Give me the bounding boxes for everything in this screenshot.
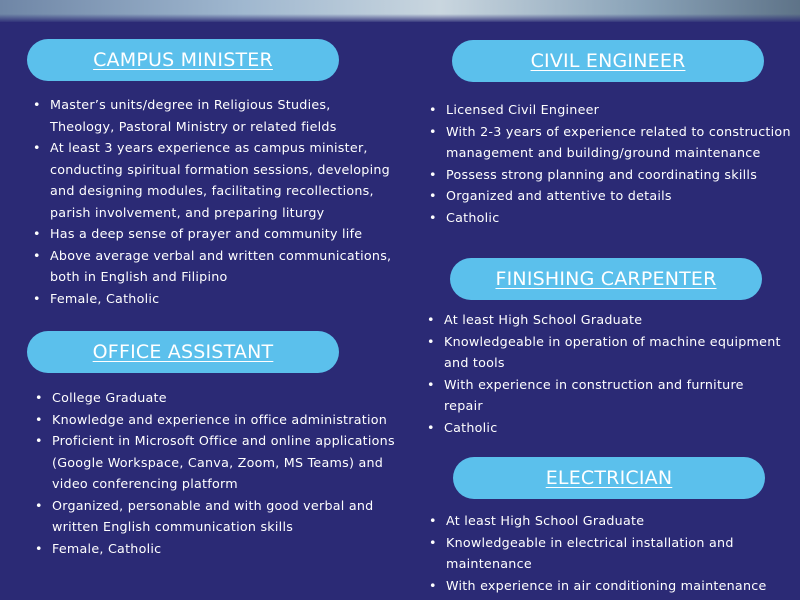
requirement-line: (Google Workspace, Canva, Zoom, MS Teams) and bbox=[52, 454, 384, 470]
requirement-item bbox=[28, 288, 391, 310]
requirement-item bbox=[424, 121, 791, 164]
requirement-line: Possess strong planning and coordinating skills bbox=[446, 166, 758, 182]
requirement-item bbox=[424, 532, 767, 575]
requirement-line: Organized and attentive to details bbox=[446, 188, 672, 203]
civil-engineer-title: CIVIL ENGINEER bbox=[530, 50, 686, 72]
requirement-item bbox=[422, 417, 781, 439]
requirement-item bbox=[424, 510, 767, 532]
requirement-item bbox=[30, 409, 395, 431]
office-assistant-heading bbox=[27, 331, 339, 373]
office-assistant-requirements bbox=[30, 387, 395, 559]
requirement-line: With 2-3 years of experience related to construction bbox=[446, 123, 791, 139]
office-assistant-title: OFFICE ASSISTANT bbox=[92, 341, 274, 363]
requirement-item bbox=[424, 575, 767, 597]
finishing-carpenter-title: FINISHING CARPENTER bbox=[495, 268, 717, 290]
requirement-item bbox=[28, 94, 391, 137]
requirement-line: Catholic bbox=[446, 209, 500, 225]
requirement-line: College Graduate bbox=[52, 390, 167, 405]
requirement-line: Has a deep sense of prayer and community life bbox=[50, 226, 363, 241]
requirement-line: video conferencing platform bbox=[52, 476, 238, 491]
campus-minister-heading bbox=[27, 39, 339, 81]
requirement-line: Female, Catholic bbox=[50, 290, 160, 306]
requirement-line: both in English and Filipino bbox=[50, 269, 228, 284]
electrician-requirements bbox=[424, 510, 767, 596]
electrician-title: ELECTRICIAN bbox=[545, 467, 673, 489]
requirement-line: With experience in construction and furniture bbox=[444, 376, 744, 392]
requirement-line: parish involvement, and preparing liturgy bbox=[50, 204, 325, 220]
requirement-line: At least High School Graduate bbox=[446, 513, 645, 528]
requirement-line: Licensed Civil Engineer bbox=[446, 102, 600, 117]
requirement-item bbox=[28, 223, 391, 245]
requirement-item bbox=[30, 495, 395, 538]
civil-engineer-heading bbox=[452, 40, 764, 82]
finishing-carpenter-requirements bbox=[422, 309, 781, 438]
requirement-line: At least High School Graduate bbox=[444, 312, 643, 327]
requirement-line: management and building/ground maintenance bbox=[446, 145, 761, 160]
requirement-line: Catholic bbox=[444, 419, 498, 435]
requirement-line: Theology, Pastoral Ministry or related fields bbox=[50, 118, 337, 134]
finishing-carpenter-heading bbox=[450, 258, 762, 300]
requirement-line: At least 3 years experience as campus minister, bbox=[50, 140, 368, 155]
requirement-item bbox=[424, 164, 791, 186]
requirement-line: Organized, personable and with good verbal and bbox=[52, 497, 374, 513]
requirement-line: written English communication skills bbox=[52, 519, 294, 534]
campus-minister-title: CAMPUS MINISTER bbox=[93, 49, 273, 71]
civil-engineer-requirements bbox=[424, 99, 791, 228]
requirement-item bbox=[424, 207, 791, 229]
requirement-line: maintenance bbox=[446, 556, 532, 571]
requirement-item bbox=[424, 99, 791, 121]
requirement-item bbox=[422, 309, 781, 331]
requirement-line: Above average verbal and written communications, bbox=[50, 247, 392, 263]
header-photo-strip bbox=[0, 0, 800, 22]
requirement-item bbox=[28, 137, 391, 223]
requirement-line: repair bbox=[444, 398, 483, 413]
requirement-item bbox=[30, 430, 395, 495]
requirement-item bbox=[422, 331, 781, 374]
requirement-line: and designing modules, facilitating recollections, bbox=[50, 183, 374, 198]
electrician-heading bbox=[453, 457, 765, 499]
requirement-line: and tools bbox=[444, 355, 505, 370]
requirement-item bbox=[30, 387, 395, 409]
requirement-line: conducting spiritual formation sessions, developing bbox=[50, 161, 390, 177]
campus-minister-requirements bbox=[28, 94, 391, 309]
requirement-line: Female, Catholic bbox=[52, 540, 162, 556]
requirement-line: Knowledge and experience in office administration bbox=[52, 411, 388, 427]
requirement-item bbox=[30, 538, 395, 560]
requirement-line: Proficient in Microsoft Office and online applications bbox=[52, 433, 395, 448]
requirement-item bbox=[422, 374, 781, 417]
requirement-item bbox=[28, 245, 391, 288]
requirement-line: With experience in air conditioning maintenance bbox=[446, 577, 767, 593]
requirement-line: Master’s units/degree in Religious Studies, bbox=[50, 97, 331, 112]
requirement-line: Knowledgeable in operation of machine equipment bbox=[444, 333, 781, 349]
requirement-line: Knowledgeable in electrical installation and bbox=[446, 534, 734, 550]
requirement-item bbox=[424, 185, 791, 207]
